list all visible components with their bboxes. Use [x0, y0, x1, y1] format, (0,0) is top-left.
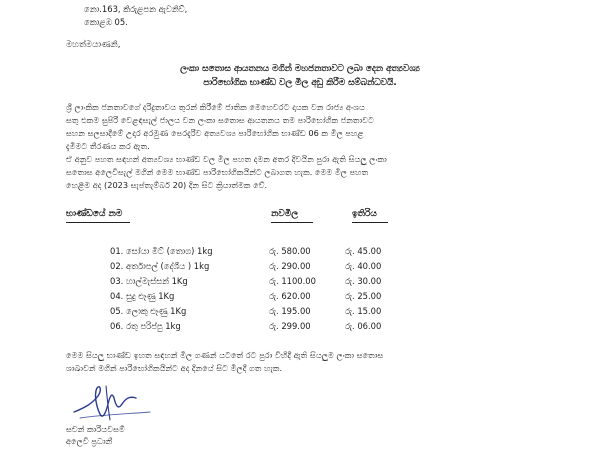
- column-header-new-price: නවමිල: [271, 209, 299, 219]
- row-item-name: 04. සුදු ළූණු 1Kg: [110, 291, 175, 301]
- row-saving: රු. 45.00: [345, 246, 382, 256]
- signature: [70, 378, 160, 424]
- row-new-price: රු. 1100.00: [269, 276, 316, 286]
- row-item-name: 02. අර්තාපල් (දේශීය ) 1kg: [110, 261, 210, 271]
- paragraph-1-line-2: සතු එකම සුපිරි වෙළඳසැල් ජාලය වන ලංකා සතොස ආයතනය තම පාරිභෝගික ජනතාවට: [66, 115, 375, 125]
- paragraph-1-line-1: ශ්‍රී ලාංකික ජනතාවගේ දරිද්‍රතාවය තුරන් කිරීමේ ජාතික මෙහෙවරට දායක වන රාජ්‍ය අංශය: [66, 102, 365, 112]
- row-item-name: 06. රතු පරිප්පු 1kg: [110, 321, 181, 331]
- signatory-title: අලෙවි ප්‍රධානී: [66, 436, 113, 446]
- closing-line-2: ශාඛාවන් මගින් පාරිභෝගිකයින්ට අද දිනයේ සිට මිලදී ගත හැක.: [66, 363, 283, 373]
- row-item-name: 05. ලොකු ළූණු 1Kg: [110, 306, 187, 316]
- row-new-price: රු. 580.00: [269, 246, 311, 256]
- row-new-price: රු. 299.00: [269, 321, 311, 331]
- column-header-item: භාණ්ඩයේ නම: [66, 209, 123, 219]
- column-header-item-underline: [66, 222, 130, 223]
- column-header-saving-underline: [352, 222, 388, 223]
- row-saving: රු. 30.00: [345, 276, 382, 286]
- column-header-saving: ඉතිරිය: [352, 209, 377, 219]
- row-new-price: රු. 620.00: [269, 291, 311, 301]
- subject-line-2: පාරිභෝගික භාණ්ඩ වල මිල අඩු කිරීම සම්බන්ධවයි.: [203, 78, 397, 88]
- subject-line-1: ලංකා සතොස ආයතනය මගින් මහජනතාවට ලබා දෙන අත්‍යවශ්‍ය: [180, 64, 420, 74]
- row-new-price: රු. 195.00: [269, 306, 311, 316]
- row-saving: රු. 15.00: [345, 306, 382, 316]
- paragraph-2-line-1: ඒ අනුව පහත සඳහන් අත්‍යවශ්‍ය භාණ්ඩ වල මිල පහත දමන අතර දිවයින පුරා ඇති සියලු ලංකා: [66, 154, 387, 164]
- paragraph-1-line-3: සහන සලසාදීමේ උදාර අරමුණ පෙරදැරිව අත්‍යවශ්‍ය පාරිභෝගික භාණ්ඩ 06 ක මිල පහළ: [66, 128, 364, 138]
- row-item-name: 01. සෝයා මීට් (තොග) 1kg: [110, 246, 213, 256]
- row-saving: රු. 06.00: [345, 321, 382, 331]
- row-item-name: 03. හාල්මැස්සන් 1Kg: [110, 276, 188, 286]
- row-saving: රු. 40.00: [345, 261, 382, 271]
- paragraph-2-line-3: හෙළීම අද (2023 සැප්තැම්බර් 20) දින සිට ක්‍රියාත්මක වේ.: [66, 180, 268, 190]
- address-line-1: නො.163, කිරුළපන ඇවනිව්,: [84, 4, 188, 14]
- address-line-2: කොළඹ 05.: [84, 17, 128, 27]
- paragraph-1-line-4: දැමීමට තීරණය කර ඇත.: [66, 141, 150, 151]
- closing-line-1: මෙම සියලු භාණ්ඩ ඉහත සඳහන් මිල ගණන් යටතේ රට පුරා විහිදී ඇති සියලුම ලංකා සතොස: [66, 350, 384, 360]
- signatory-name: සචන් කාරියවසම්: [66, 424, 125, 434]
- column-header-new-price-underline: [271, 222, 313, 223]
- row-new-price: රු. 290.00: [269, 261, 311, 271]
- salutation: මහත්මයාණනි,: [66, 40, 121, 50]
- row-saving: රු. 25.00: [345, 291, 382, 301]
- paragraph-2-line-2: සතොස අලෙවිසැල් මගින් මෙම භාණ්ඩ පාරිභෝගිකයින්ට ලබාගත හැක. මෙම මිල පහත: [66, 167, 369, 177]
